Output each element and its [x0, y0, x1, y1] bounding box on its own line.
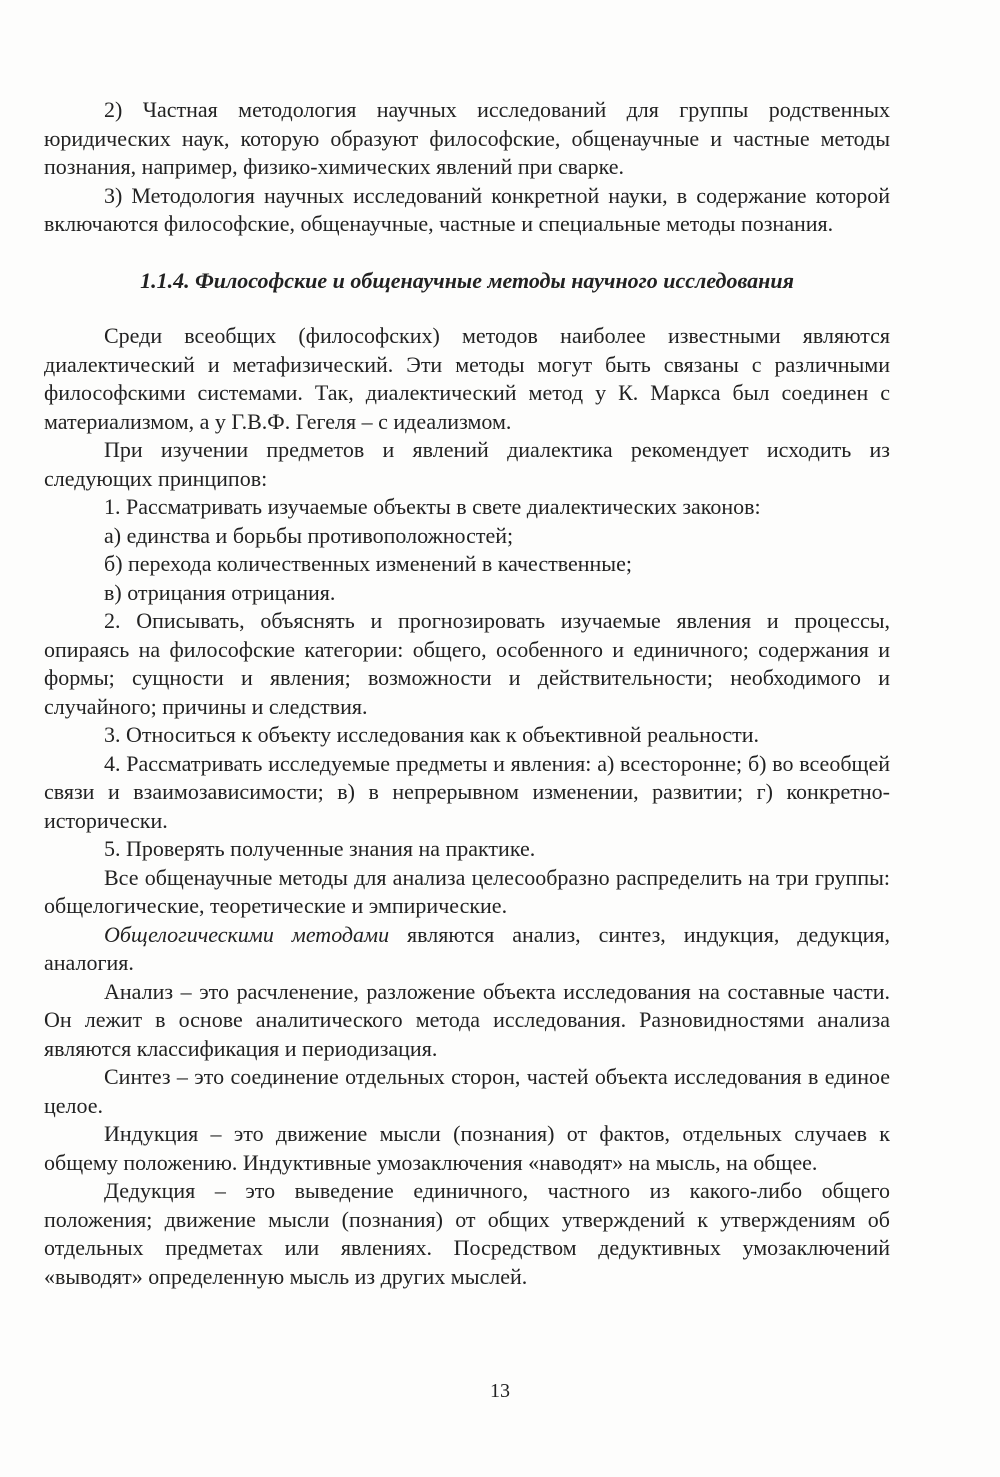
paragraph-synthesis: Синтез – это соединение отдельных сторон, частей объекта исследования в единое целое.: [44, 1064, 890, 1118]
paragraph-general-logical-rest: являются анализ, синтез, индукция, дедукция, аналогия.: [44, 921, 890, 975]
list-item-1b: б) перехода количественных изменений в качественные;: [104, 551, 632, 576]
paragraph-deduction: Дедукция – это выведение единичного, частного из какого-либо общего положения; движение мысли (познания) от общих утверждений к утверждениям об отдельных предметах или явлениях. Посредством дедуктивных умозаключений «выводят» определенную мысль из других мыслей.: [44, 1178, 890, 1289]
list-item-1c: в) отрицания отрицания.: [104, 579, 336, 605]
paragraph-specific-science-methodology: 3) Методология научных исследований конкретной науки, в содержание которой включаются философские, общенаучные, частные и специальные методы познания.: [44, 182, 890, 236]
paragraph-private-methodology: 2) Частная методология научных исследований для группы родственных юридических наук, которую образуют философские, общенаучные и частные методы познания, например, физико-химических явлений при сварке.: [44, 97, 890, 179]
list-item-4: 4. Рассматривать исследуемые предметы и явления: а) всесторонне; б) во всеобщей связи и взаимозависимости; в) в непрерывном изменении, развитии; г) конкретно-исторически.: [44, 750, 890, 833]
list-item-3: 3. Относиться к объекту исследования как к объективной реальности.: [104, 722, 760, 747]
paragraph-analysis: Анализ – это расчленение, разложение объекта исследования на составные части. Он лежит в основе аналитического метода исследования. Разновидностями анализа являются классификация и периодизация.: [44, 978, 890, 1061]
list-item-1a: а) единства и борьбы противоположностей;: [104, 522, 514, 548]
section-heading: 1.1.4. Философские и общенаучные методы научного исследования: [140, 267, 794, 293]
paragraph-induction: Индукция – это движение мысли (познания) от фактов, отдельных случаев к общему положению. Индуктивные умозаключения «наводят» на мысль, на общее.: [44, 1121, 890, 1175]
list-item-5: 5. Проверять полученные знания на практике.: [104, 836, 536, 861]
paragraph-general-scientific-methods: Все общенаучные методы для анализа целесообразно распределить на три группы: общелогические, теоретические и эмпирические.: [44, 864, 890, 918]
paragraph-dialectics-principles: При изучении предметов и явлений диалектика рекомендует исходить из следующих принципов:: [44, 437, 890, 491]
italic-term: Общелогическими методами: [104, 921, 390, 947]
page-text: [44, 96, 890, 1291]
paragraph-universal-methods: Среди всеобщих (философских) методов наиболее известными являются диалектический и метафизический. Эти методы могут быть связаны с различными философскими системами. Так, диалектический метод у К. Маркса был соединен с материализмом, а у Г.В.Ф. Гегеля – с идеализмом.: [44, 323, 890, 434]
paragraph-general-logical-methods: [44, 921, 890, 978]
list-item-1: 1. Рассматривать изучаемые объекты в свете диалектических законов:: [104, 494, 761, 519]
page-number: 13: [490, 1380, 510, 1402]
list-item-2: 2. Описывать, объяснять и прогнозировать изучаемые явления и процессы, опираясь на философские категории: общего, особенного и единичного; содержания и формы; сущности и явления; возможности и действительности; необходимого и случайного; причины и следствия.: [44, 608, 890, 719]
